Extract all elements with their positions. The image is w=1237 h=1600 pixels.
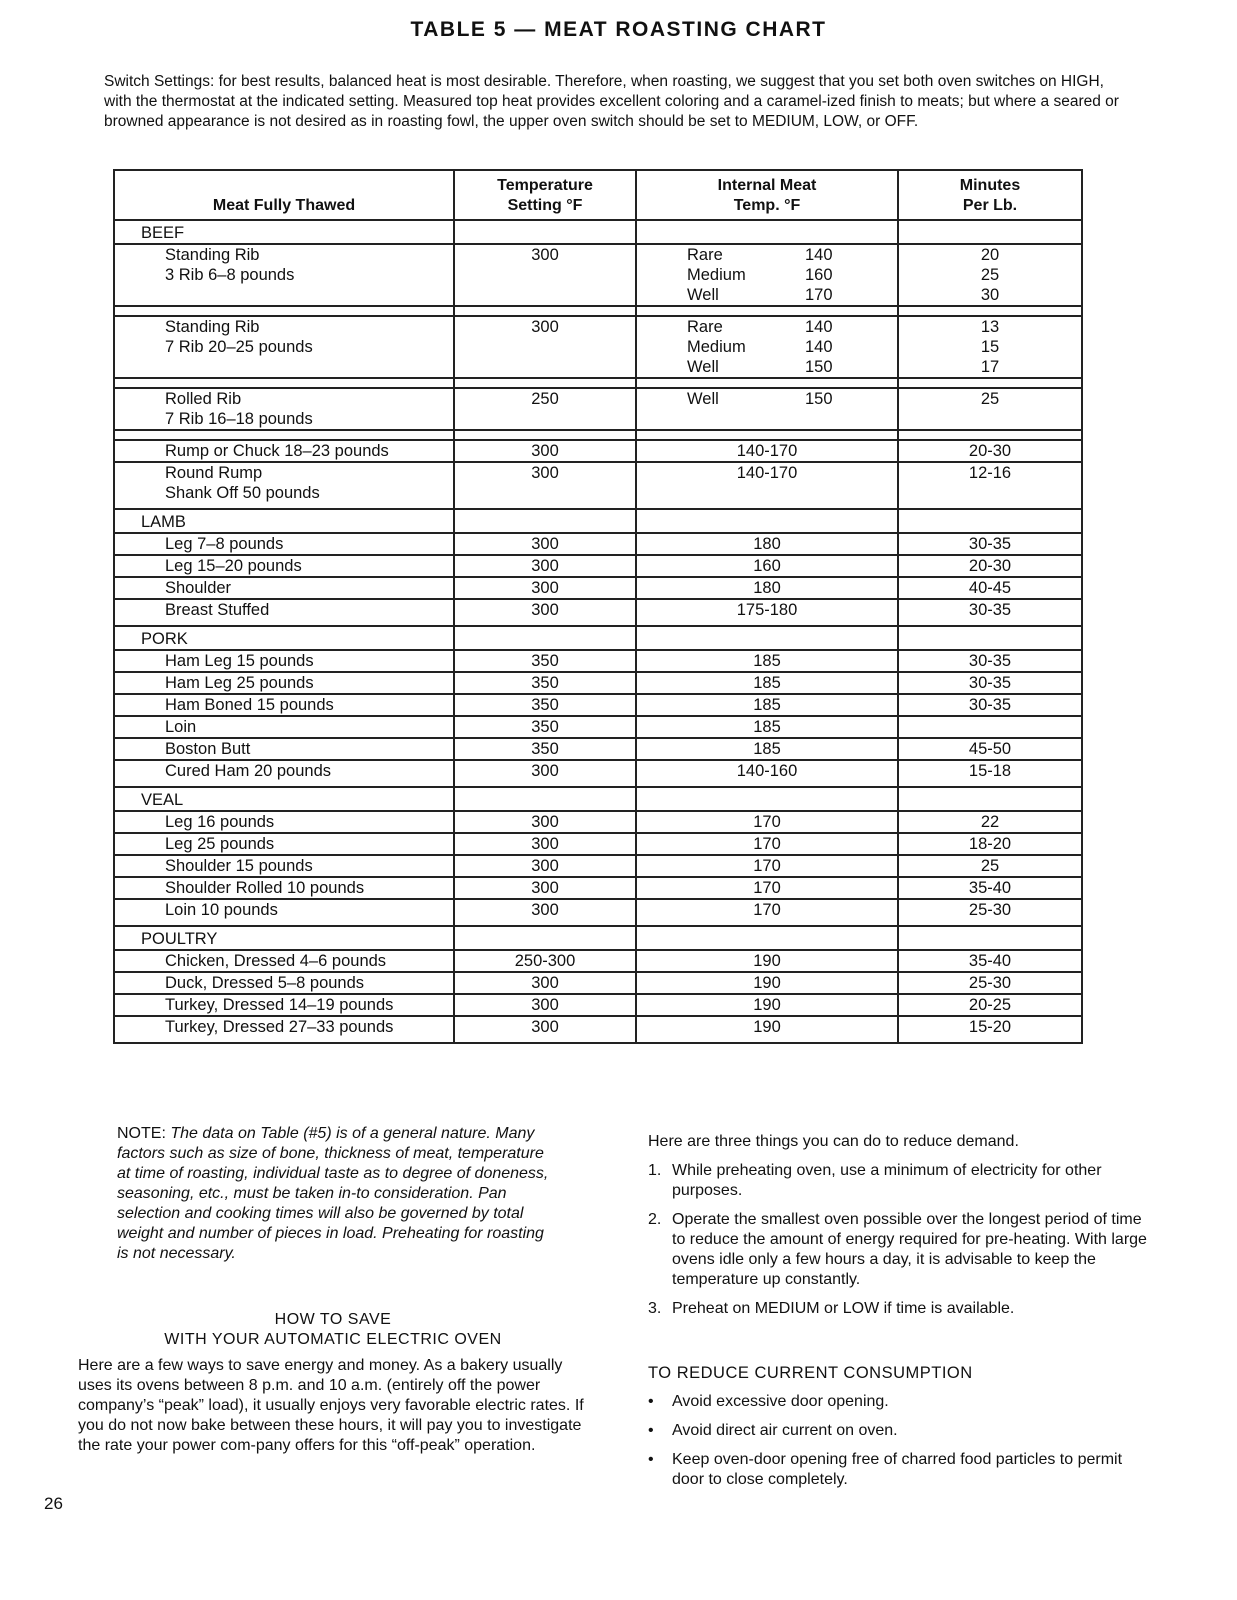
internal-temp: 190	[636, 994, 898, 1016]
temp-setting: 300	[454, 972, 636, 994]
temp-setting: 300	[454, 760, 636, 787]
minutes-per-lb: 20-30	[898, 555, 1082, 577]
meat-name: Boston Butt	[114, 738, 454, 760]
temp-setting: 350	[454, 650, 636, 672]
lamb-group	[114, 509, 1082, 626]
table-row	[114, 650, 1082, 672]
internal-temp: 170	[636, 877, 898, 899]
item-number: 3.	[648, 1300, 662, 1317]
temp-setting: 250	[454, 388, 636, 430]
item-text: Avoid excessive door opening.	[672, 1393, 889, 1410]
internal-temp: 185	[636, 738, 898, 760]
list-item	[648, 1210, 1148, 1290]
temp-setting: 300	[454, 462, 636, 509]
temp-setting: 300	[454, 855, 636, 877]
item-text: Keep oven-door opening free of charred food particles to permit door to close completely.	[672, 1451, 1123, 1488]
reduce-demand-intro: Here are three things you can do to reduce demand.	[648, 1133, 1019, 1150]
temp-setting: 350	[454, 716, 636, 738]
internal-temp: 185	[636, 716, 898, 738]
beef-group	[114, 220, 1082, 509]
switch-settings-paragraph: Switch Settings: for best results, balanced heat is most desirable. Therefore, when roasting, we suggest that you set both oven switches on HIGH, with the thermostat at the indicated setting. Measured top heat provides excellent coloring and a caramel-ized finish to meats; but where a seared or browned appearance is not desired as in roasting fowl, the upper oven switch should be set to MEDIUM, LOW, or OFF.	[104, 73, 1119, 130]
minutes-per-lb: 15-20	[898, 1016, 1082, 1043]
internal-temp: Rare 140 Medium 140 Well 150	[636, 316, 898, 378]
minutes-per-lb: 35-40	[898, 950, 1082, 972]
table-row	[114, 388, 1082, 430]
item-text: Preheat on MEDIUM or LOW if time is available.	[672, 1300, 1015, 1317]
internal-temp: 185	[636, 650, 898, 672]
reduce-demand-section	[648, 1132, 1148, 1490]
minutes-per-lb: 30-35	[898, 650, 1082, 672]
header-temperature: Temperature Setting °F	[454, 170, 636, 220]
poultry-group	[114, 926, 1082, 1043]
table-row	[114, 462, 1082, 509]
internal-temp: 160	[636, 555, 898, 577]
how-to-save-heading-line2: WITH YOUR AUTOMATIC ELECTRIC OVEN	[164, 1331, 502, 1348]
temp-setting: 300	[454, 555, 636, 577]
temp-setting: 300	[454, 833, 636, 855]
list-item	[648, 1299, 1148, 1319]
table-row	[114, 440, 1082, 462]
minutes-per-lb: 25	[898, 855, 1082, 877]
meat-name: Loin 10 pounds	[114, 899, 454, 926]
table-row	[114, 599, 1082, 626]
temp-setting: 300	[454, 533, 636, 555]
minutes-per-lb: 40-45	[898, 577, 1082, 599]
table-row	[114, 533, 1082, 555]
temp-setting: 300	[454, 316, 636, 378]
meat-name: Ham Boned 15 pounds	[114, 694, 454, 716]
category-label: LAMB	[114, 509, 454, 533]
table-row	[114, 926, 1082, 950]
meat-name: Breast Stuffed	[114, 599, 454, 626]
table-row	[114, 950, 1082, 972]
header-meat: Meat Fully Thawed	[114, 170, 454, 220]
minutes-per-lb: 20 25 30	[898, 244, 1082, 306]
internal-temp: 185	[636, 672, 898, 694]
minutes-per-lb: 25	[898, 388, 1082, 430]
table-row	[114, 316, 1082, 378]
temp-setting: 300	[454, 599, 636, 626]
meat-name: Round Rump Shank Off 50 pounds	[114, 462, 454, 509]
minutes-per-lb: 13 15 17	[898, 316, 1082, 378]
internal-temp: 140-160	[636, 760, 898, 787]
internal-temp: 170	[636, 899, 898, 926]
minutes-per-lb: 20-30	[898, 440, 1082, 462]
internal-temp: Rare 140 Medium 160 Well 170	[636, 244, 898, 306]
meat-roasting-table	[113, 169, 1083, 1044]
temp-setting: 300	[454, 244, 636, 306]
note-text: The data on Table (#5) is of a general nature. Many factors such as size of bone, thickness of meat, temperature at time of roasting, individual taste as to degree of doneness, seasoning, etc., must be taken in-to consideration. Pan selection and cooking times will also be governed by total weight and number of pieces in load. Preheating for roasting is not necessary.	[117, 1125, 549, 1262]
item-text: Operate the smallest oven possible over the longest period of time to reduce the amount of energy required for pre-heating. With large ovens idle only a few hours a day, it is advisable to keep the temperature up constantly.	[672, 1211, 1147, 1288]
minutes-per-lb: 30-35	[898, 533, 1082, 555]
list-item	[648, 1450, 1148, 1490]
table-row	[114, 972, 1082, 994]
temp-setting: 300	[454, 1016, 636, 1043]
page-number: 26	[44, 1494, 63, 1513]
table-header-row	[114, 170, 1082, 220]
item-number: 2.	[648, 1211, 662, 1228]
table-row	[114, 716, 1082, 738]
meat-name: Cured Ham 20 pounds	[114, 760, 454, 787]
internal-temp: 140-170	[636, 462, 898, 509]
minutes-per-lb: 35-40	[898, 877, 1082, 899]
temp-setting: 300	[454, 899, 636, 926]
temp-setting: 300	[454, 811, 636, 833]
internal-temp: 190	[636, 972, 898, 994]
table-row	[114, 694, 1082, 716]
internal-temp: 185	[636, 694, 898, 716]
minutes-per-lb	[898, 716, 1082, 738]
note-paragraph	[117, 1124, 557, 1264]
meat-name: Ham Leg 25 pounds	[114, 672, 454, 694]
minutes-per-lb: 25-30	[898, 899, 1082, 926]
how-to-save-heading	[113, 1310, 553, 1350]
meat-name: Ham Leg 15 pounds	[114, 650, 454, 672]
meat-name: Duck, Dressed 5–8 pounds	[114, 972, 454, 994]
meat-name: Shoulder 15 pounds	[114, 855, 454, 877]
how-to-save-paragraph: Here are a few ways to save energy and money. As a bakery usually uses its ovens between 8 p.m. and 10 a.m. (entirely off the power company’s “peak” load), it usually enjoys very favorable electric rates. If you do not now bake between these hours, it will pay you to investigate the rate your power com-pany offers for this “off-peak” operation.	[78, 1357, 584, 1454]
temp-setting: 250-300	[454, 950, 636, 972]
meat-name: Shoulder Rolled 10 pounds	[114, 877, 454, 899]
page-title: TABLE 5 — MEAT ROASTING CHART	[410, 18, 827, 41]
meat-name: Standing Rib 7 Rib 20–25 pounds	[114, 316, 454, 378]
meat-name: Chicken, Dressed 4–6 pounds	[114, 950, 454, 972]
header-minutes: Minutes Per Lb.	[898, 170, 1082, 220]
category-label: VEAL	[114, 787, 454, 811]
internal-temp: 190	[636, 950, 898, 972]
meat-name: Loin	[114, 716, 454, 738]
header-internal-temp: Internal Meat Temp. °F	[636, 170, 898, 220]
temp-setting: 300	[454, 577, 636, 599]
veal-group	[114, 787, 1082, 926]
minutes-per-lb: 25-30	[898, 972, 1082, 994]
internal-temp: 175-180	[636, 599, 898, 626]
item-text: While preheating oven, use a minimum of electricity for other purposes.	[672, 1162, 1102, 1199]
meat-name: Leg 7–8 pounds	[114, 533, 454, 555]
table-row	[114, 994, 1082, 1016]
bullet-icon: •	[648, 1422, 654, 1439]
table-row	[114, 855, 1082, 877]
temp-setting: 300	[454, 440, 636, 462]
table-row	[114, 833, 1082, 855]
bullet-icon: •	[648, 1451, 654, 1468]
table-row	[114, 787, 1082, 811]
category-label: BEEF	[114, 220, 454, 244]
meat-name: Leg 15–20 pounds	[114, 555, 454, 577]
list-item	[648, 1421, 1148, 1441]
internal-temp: 190	[636, 1016, 898, 1043]
table-row	[114, 577, 1082, 599]
meat-name: Turkey, Dressed 14–19 pounds	[114, 994, 454, 1016]
minutes-per-lb: 30-35	[898, 672, 1082, 694]
meat-name: Standing Rib 3 Rib 6–8 pounds	[114, 244, 454, 306]
internal-temp: 180	[636, 577, 898, 599]
temp-setting: 350	[454, 672, 636, 694]
category-label: POULTRY	[114, 926, 454, 950]
internal-temp: Well 150	[636, 388, 898, 430]
internal-temp: 170	[636, 811, 898, 833]
internal-temp: 170	[636, 855, 898, 877]
table-row	[114, 220, 1082, 244]
bullet-icon: •	[648, 1393, 654, 1410]
table-row	[114, 1016, 1082, 1043]
minutes-per-lb: 45-50	[898, 738, 1082, 760]
how-to-save-heading-line1: HOW TO SAVE	[274, 1311, 392, 1328]
note-label: NOTE:	[117, 1125, 166, 1142]
pork-group	[114, 626, 1082, 787]
table-row	[114, 509, 1082, 533]
temp-setting: 350	[454, 738, 636, 760]
minutes-per-lb: 18-20	[898, 833, 1082, 855]
meat-name: Leg 16 pounds	[114, 811, 454, 833]
meat-name: Leg 25 pounds	[114, 833, 454, 855]
temp-setting: 300	[454, 994, 636, 1016]
temp-setting: 350	[454, 694, 636, 716]
meat-name: Shoulder	[114, 577, 454, 599]
item-number: 1.	[648, 1162, 662, 1179]
internal-temp: 140-170	[636, 440, 898, 462]
table-row	[114, 738, 1082, 760]
meat-name: Rump or Chuck 18–23 pounds	[114, 440, 454, 462]
meat-name: Rolled Rib 7 Rib 16–18 pounds	[114, 388, 454, 430]
reduce-consumption-heading: TO REDUCE CURRENT CONSUMPTION	[648, 1364, 973, 1382]
table-row	[114, 877, 1082, 899]
temp-setting: 300	[454, 877, 636, 899]
table-row	[114, 626, 1082, 650]
minutes-per-lb: 15-18	[898, 760, 1082, 787]
minutes-per-lb: 20-25	[898, 994, 1082, 1016]
minutes-per-lb: 22	[898, 811, 1082, 833]
table-row	[114, 811, 1082, 833]
list-item	[648, 1392, 1148, 1412]
internal-temp: 180	[636, 533, 898, 555]
minutes-per-lb: 12-16	[898, 462, 1082, 509]
table-row	[114, 760, 1082, 787]
category-label: PORK	[114, 626, 454, 650]
table-row	[114, 672, 1082, 694]
table-row	[114, 244, 1082, 306]
list-item	[648, 1161, 1148, 1201]
minutes-per-lb: 30-35	[898, 694, 1082, 716]
minutes-per-lb: 30-35	[898, 599, 1082, 626]
internal-temp: 170	[636, 833, 898, 855]
meat-name: Turkey, Dressed 27–33 pounds	[114, 1016, 454, 1043]
table-row	[114, 555, 1082, 577]
item-text: Avoid direct air current on oven.	[672, 1422, 898, 1439]
table-row	[114, 899, 1082, 926]
